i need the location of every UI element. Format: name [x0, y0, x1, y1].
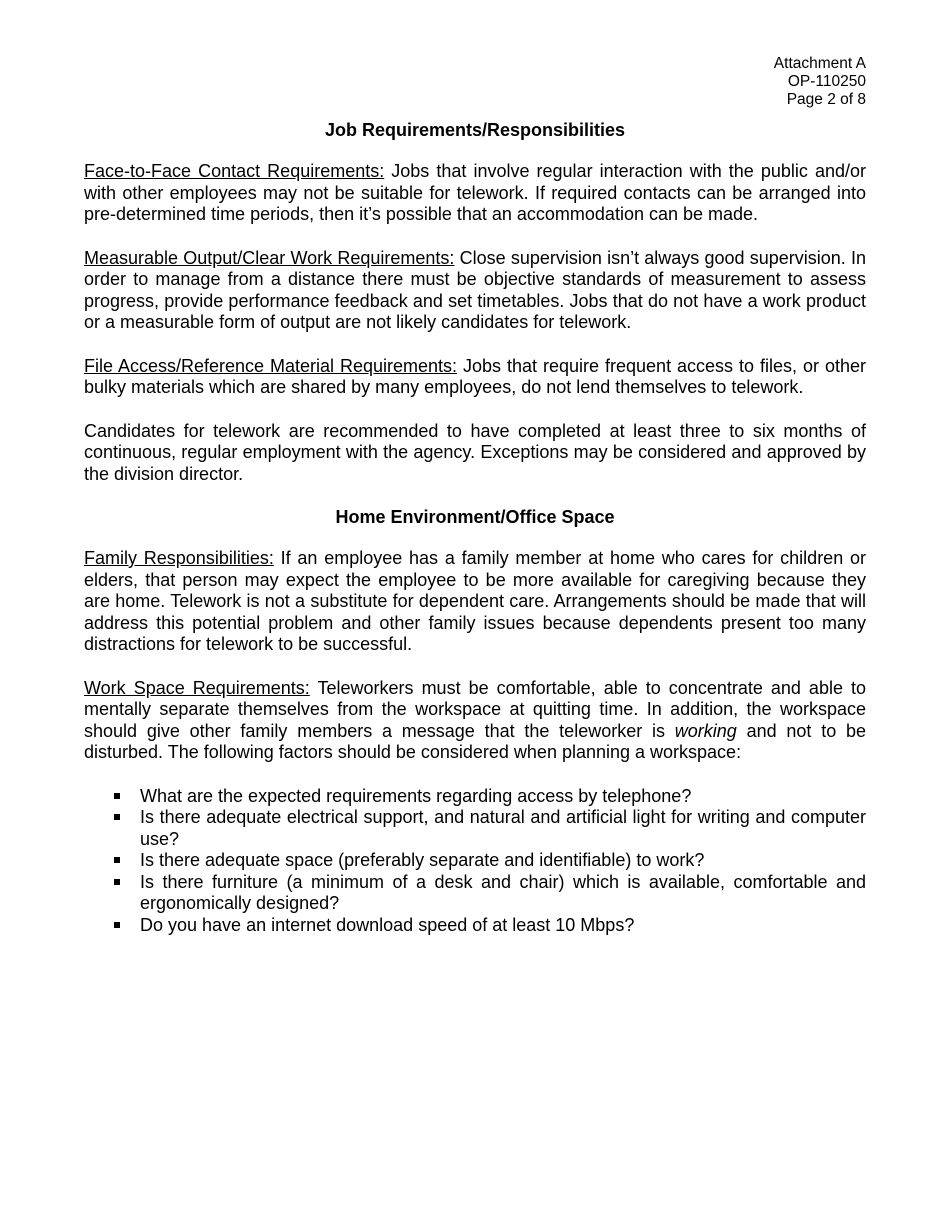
- paragraph-file-access: [84, 356, 866, 399]
- list-item-text: What are the expected requirements regarding access by telephone?: [140, 785, 692, 806]
- bullet-icon: [114, 922, 120, 928]
- paragraph-text: If an employee has a family member at home who cares for children or elders, that person may expect the employee to be more available for caregiving because they are home. Telework is not a substitute for dependent care. Arrangements should be made that will address this potential problem and other family issues because dependents present too many distractions for telework to be successful.: [84, 548, 866, 654]
- paragraph-text: Jobs that involve regular interaction with the public and/or with other employees may not be suitable for telework. If required contacts can be arranged into pre-determined time periods, then it’s possible that an accommodation can be made.: [84, 161, 866, 224]
- paragraph-candidates: Candidates for telework are recommended to have completed at least three to six months of continuous, regular employment with the agency. Exceptions may be considered and approved by the division director.: [84, 420, 866, 484]
- document-header: [84, 55, 866, 109]
- paragraph-label: Measurable Output/Clear Work Requirements:: [84, 247, 455, 268]
- list-item-text: Do you have an internet download speed of at least 10 Mbps?: [140, 914, 635, 935]
- list-item: [84, 915, 866, 937]
- workspace-factors-list: [84, 786, 866, 937]
- list-item-text: Is there adequate electrical support, and natural and artificial light for writing and computer use?: [140, 807, 866, 849]
- bullet-icon: [114, 857, 120, 863]
- list-item-text: Is there adequate space (preferably separate and identifiable) to work?: [140, 850, 705, 870]
- bullet-icon: [114, 814, 120, 820]
- paragraph-measurable-output: [84, 248, 866, 334]
- paragraph-text: Teleworkers must be comfortable, able to concentrate and able to mentally separate themselves from the workspace at quitting time. In addition, the workspace should give other family members a message that the teleworker is: [84, 677, 866, 741]
- list-item: [84, 786, 866, 808]
- paragraph-text: Jobs that require frequent access to files, or other bulky materials which are shared by many employees, do not lend themselves to telework.: [84, 355, 866, 397]
- paragraph-label: File Access/Reference Material Requirements:: [84, 355, 458, 376]
- section-title-job-requirements: Job Requirements/Responsibilities: [324, 120, 626, 140]
- paragraph-label: Family Responsibilities:: [84, 548, 274, 568]
- document-number: OP-110250: [787, 73, 866, 90]
- paragraph-label: Face-to-Face Contact Requirements:: [84, 161, 385, 181]
- paragraph-text: Close supervision isn’t always good supervision. In order to manage from a distance there must be objective standards of measurement to assess progress, provide performance feedback and set timetables. Jobs that do not have a work product or a measurable form of output are not likely candidates for telework.: [84, 247, 867, 332]
- attachment-label: Attachment A: [773, 55, 866, 72]
- section-title-home-environment: Home Environment/Office Space: [335, 507, 615, 527]
- emphasis-working: working: [674, 720, 737, 741]
- paragraph-label: Work Space Requirements:: [84, 677, 310, 698]
- list-item-text: Is there furniture (a minimum of a desk and chair) which is available, comfortable and ergonomically designed?: [140, 871, 866, 913]
- paragraph-family-responsibilities: [84, 548, 866, 656]
- list-item: [84, 807, 866, 850]
- paragraph-work-space: [84, 678, 866, 764]
- paragraph-text: and not to be disturbed. The following factors should be considered when planning a workspace:: [84, 720, 867, 762]
- list-item: [84, 872, 866, 915]
- paragraph-face-to-face: [84, 161, 866, 226]
- bullet-icon: [114, 793, 120, 799]
- page-number: Page 2 of 8: [786, 91, 866, 108]
- bullet-icon: [114, 879, 120, 885]
- document-page: [84, 55, 866, 936]
- list-item: [84, 850, 866, 872]
